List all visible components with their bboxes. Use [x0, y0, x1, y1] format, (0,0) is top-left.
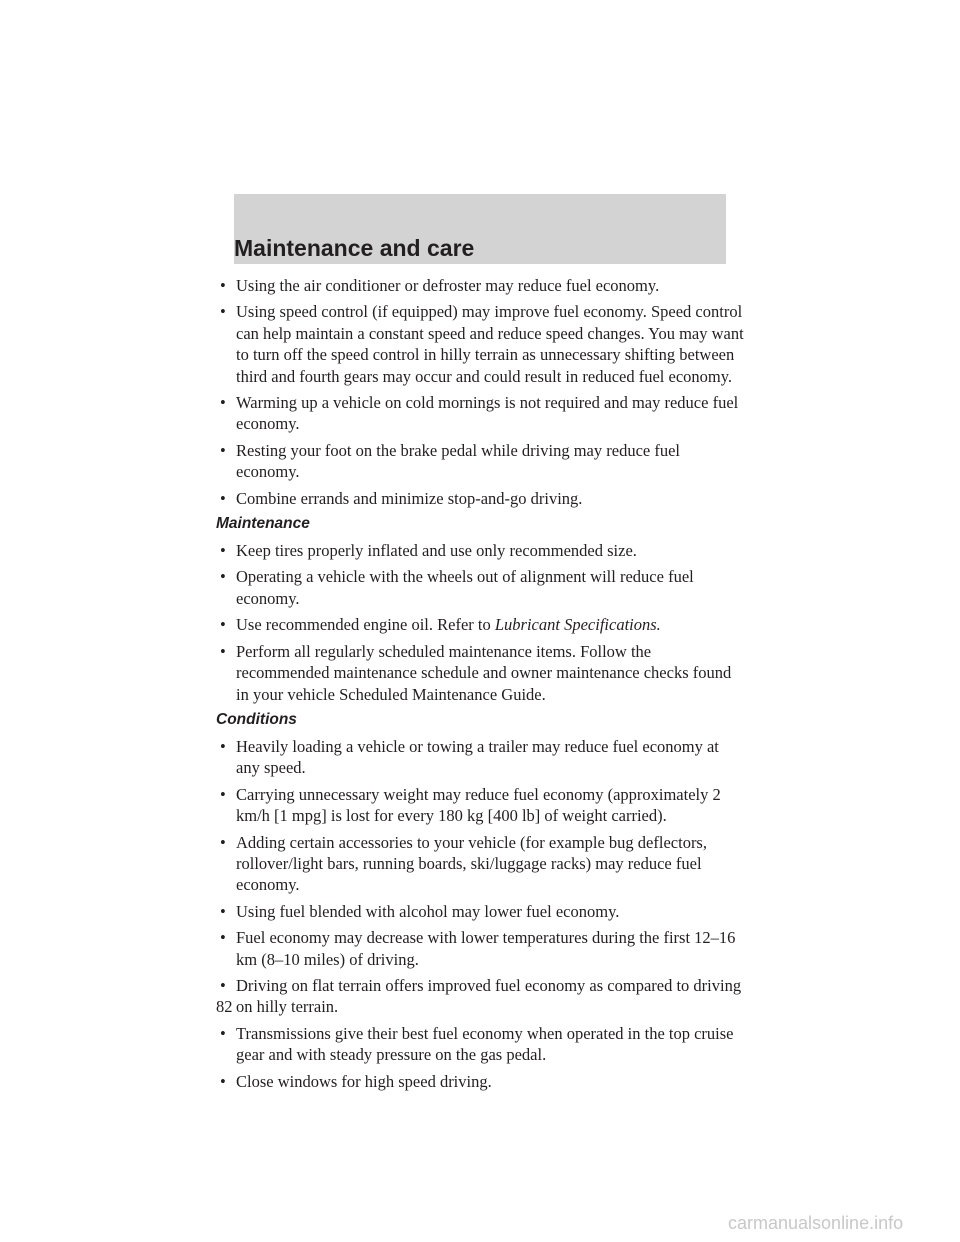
list-item-text: Heavily loading a vehicle or towing a trailer may reduce fuel economy at any speed. — [236, 736, 719, 778]
bullet-icon: • — [220, 641, 226, 661]
bullet-icon: • — [220, 276, 226, 295]
page-number: 82 — [216, 997, 233, 1016]
list-item-text: Combine errands and minimize stop-and-go driving. — [236, 488, 583, 508]
bullet-icon: • — [220, 302, 226, 322]
list-item-text: Resting your foot on the brake pedal while driving may reduce fuel economy. — [236, 440, 680, 482]
bullet-icon: • — [220, 784, 226, 804]
bullet-icon: • — [220, 1071, 226, 1091]
list-item-text: Using speed control (if equipped) may improve fuel economy. Speed control can help maintain a constant speed and reduce speed changes. You may want to turn off the speed control in hilly terrain as unnecessary shifting between third and fourth gears may occur and could result in reduced fuel economy. — [236, 302, 744, 386]
list-item-text: Use recommended engine oil. Refer to — [236, 615, 495, 635]
content — [216, 275, 746, 1097]
list-item-text: Perform all regularly scheduled maintenance items. Follow the recommended maintenance schedule and owner maintenance checks found in your vehicle Scheduled Maintenance Guide. — [236, 641, 732, 704]
list-item — [216, 540, 746, 561]
bullet-icon: • — [220, 615, 226, 635]
bullet-icon: • — [220, 832, 226, 852]
list-item — [216, 641, 746, 705]
list-item — [216, 614, 746, 635]
list-item — [216, 901, 746, 922]
list-item — [216, 832, 746, 896]
list-item-text: Transmissions give their best fuel economy when operated in the top cruise gear and with steady pressure on the gas pedal. — [236, 1023, 734, 1065]
intro-list — [216, 275, 746, 509]
list-item-text: Driving on flat terrain offers improved fuel economy as compared to driving on hilly terrain. — [236, 975, 742, 1017]
bullet-icon: • — [220, 567, 226, 587]
section-heading-maintenance: Maintenance — [216, 515, 310, 533]
list-item-text: Operating a vehicle with the wheels out of alignment will reduce fuel economy. — [236, 567, 694, 608]
list-item — [216, 927, 746, 970]
list-item-text: Keep tires properly inflated and use only recommended size. — [236, 541, 637, 561]
list-item — [216, 392, 746, 435]
page-title: Maintenance and care — [234, 235, 475, 261]
conditions-list — [216, 736, 746, 1092]
list-item-text: Using the air conditioner or defroster may reduce fuel economy. — [236, 276, 660, 295]
bullet-icon: • — [220, 975, 226, 995]
lubricant-specifications-reference: Lubricant Specifications. — [494, 615, 661, 635]
bullet-icon: • — [220, 928, 226, 948]
list-item-text: Carrying unnecessary weight may reduce fuel economy (approximately 2 km/h [1 mpg] is lost for every 180 kg [400 lb] of weight carried). — [236, 784, 721, 826]
section-heading-conditions: Conditions — [216, 710, 297, 728]
list-item-text: Using fuel blended with alcohol may lower fuel economy. — [236, 901, 620, 921]
list-item — [216, 736, 746, 779]
list-item — [216, 301, 746, 387]
bullet-icon: • — [220, 1023, 226, 1043]
list-item-text: Close windows for high speed driving. — [236, 1071, 492, 1091]
maintenance-list — [216, 540, 746, 705]
list-item — [216, 975, 746, 1018]
bullet-icon: • — [220, 488, 226, 508]
list-item — [216, 566, 746, 609]
bullet-icon: • — [220, 541, 226, 561]
bullet-icon: • — [220, 440, 226, 460]
list-item — [216, 440, 746, 483]
list-item — [216, 784, 746, 827]
footer-watermark: carmanualsonline.info — [728, 1213, 904, 1233]
list-item-text: Adding certain accessories to your vehicle (for example bug deflectors, rollover/light bars, running boards, ski/luggage racks) may reduce fuel economy. — [236, 832, 707, 895]
list-item — [216, 1071, 746, 1092]
bullet-icon: • — [220, 901, 226, 921]
list-item — [216, 488, 746, 509]
bullet-icon: • — [220, 393, 226, 413]
list-item-text: Fuel economy may decrease with lower temperatures during the first 12–16 km (8–10 miles) of driving. — [236, 928, 736, 969]
list-item — [216, 1023, 746, 1066]
bullet-icon: • — [220, 736, 226, 756]
list-item — [216, 275, 746, 296]
list-item-text: Warming up a vehicle on cold mornings is not required and may reduce fuel economy. — [236, 393, 739, 434]
